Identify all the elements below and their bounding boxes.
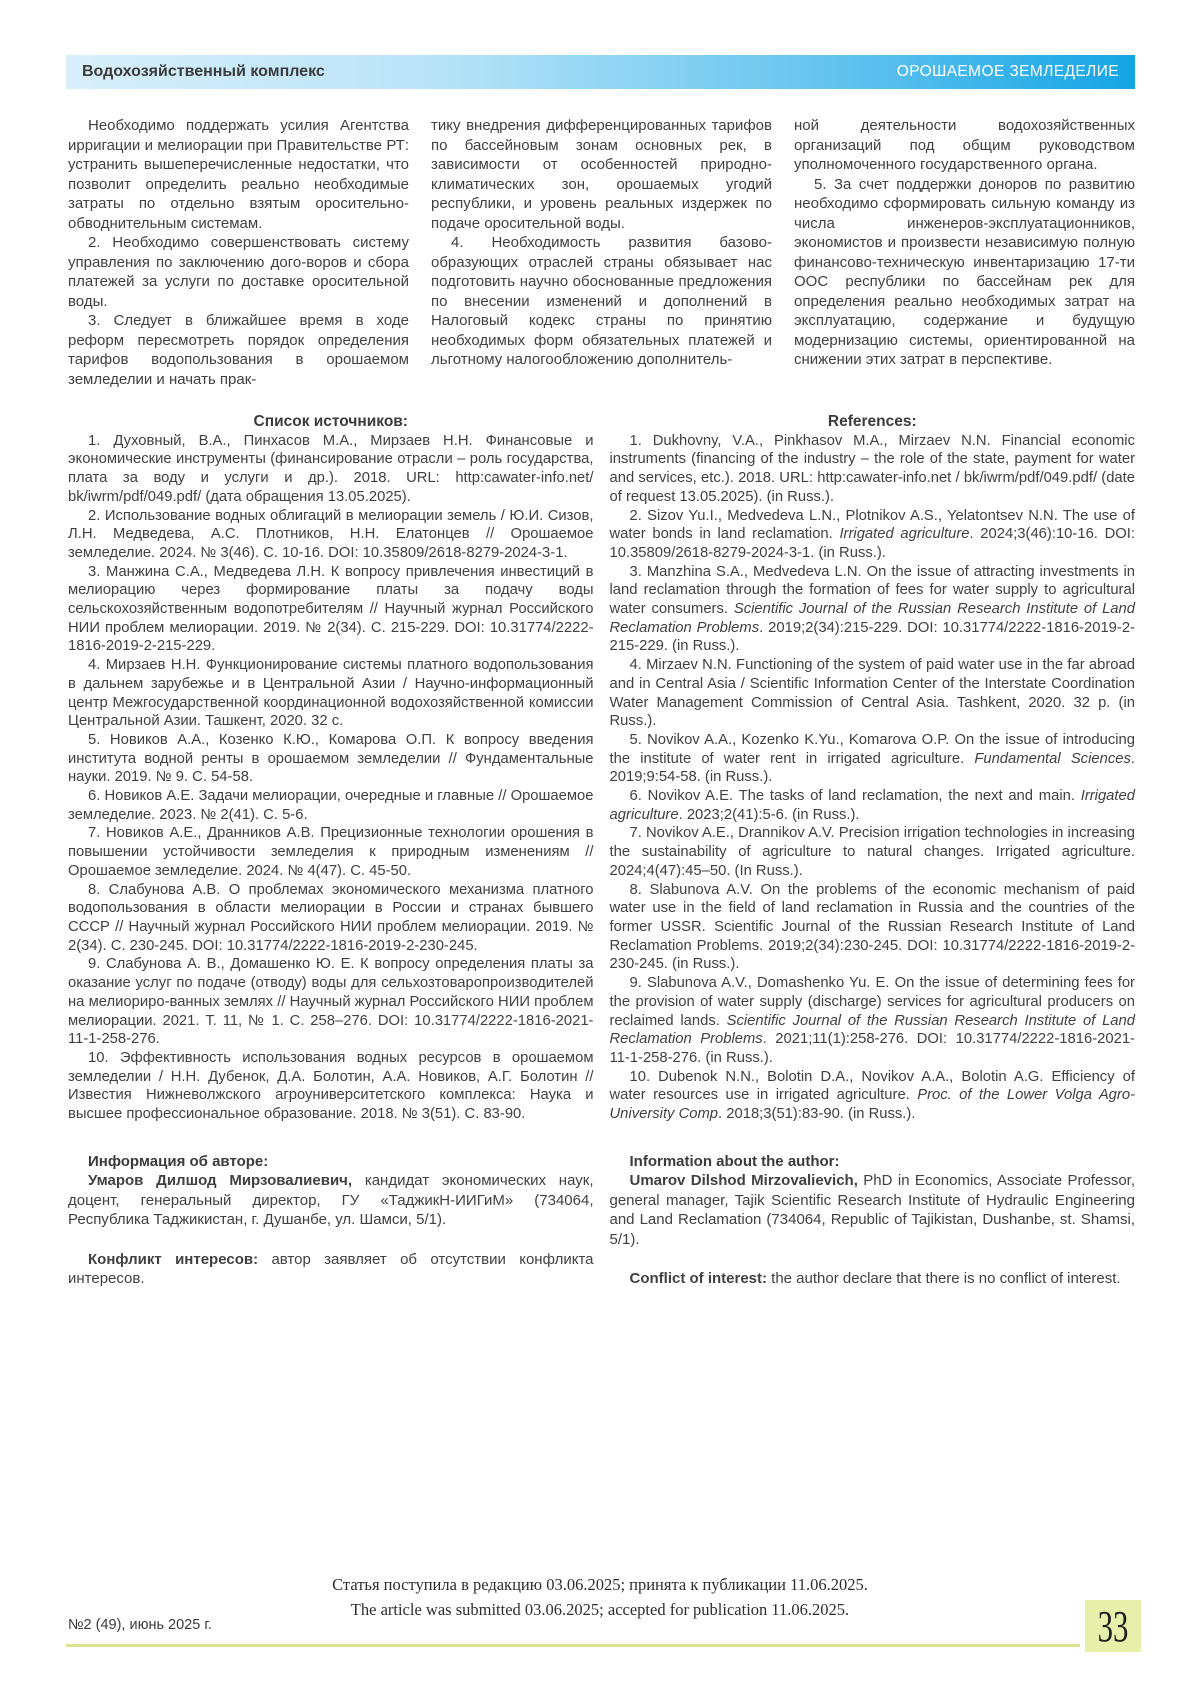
paragraph: 7. Новиков А.Е., Дранников А.В. Прецизионные технологии орошения в повышении устойчивости земледелия к природным изменениям // Орошаемое земледелие. 2024. № 4(47). С. 45-50.: [68, 825, 594, 879]
header-section-left: Водохозяйственный комплекс: [82, 63, 325, 80]
paragraph: 8. Слабунова А.В. О проблемах экономического механизма платного водопользования в области мелиорации в России и странах бывшего СССР // Научный журнал Российского НИИ проблем мелиорации. 2019. № 2(34). С. 230-245. DOI: 10.31774/2222-1816-2019-2-230-245.: [68, 881, 594, 954]
paragraph: 2. Sizov Yu.I., Medvedeva L.N., Plotnikov A.S., Yelatontsev N.N. The use of water bonds in land reclamation. Irrigated agriculture. 2024;3(46):10-16. DOI: 10.35809/2618-8279-2024-3-1. (in Russ.).: [609, 507, 1135, 561]
references-list: [610, 432, 1136, 1124]
header-section-right: ОРОШАЕМОЕ ЗЕМЛЕДЕЛИЕ: [896, 63, 1119, 80]
author-info-ru: [68, 1152, 594, 1289]
body-column-2: [431, 116, 772, 389]
spacer: [610, 1249, 1136, 1269]
body-column-1: [68, 116, 409, 389]
references-column-en: [610, 413, 1136, 1124]
author-info-title-en: Information about the author:: [629, 1152, 840, 1170]
reference-section: [68, 413, 1135, 1124]
body-column-3: [794, 116, 1135, 389]
issue-label: №2 (49), июнь 2025 г.: [68, 1617, 212, 1633]
references-title: References:: [827, 413, 917, 430]
paragraph: 4. Необходимость развития базово-образующих отраслей страны обязывает нас подготовить научно обоснованные предложения по внесении изменений и дополнений в Налоговый кодекс страны по принятию необходимых форм обязательных платежей и льготному налогообложению дополнитель-: [431, 234, 772, 368]
paragraph: Конфликт интересов: автор заявляет об отсутствии конфликта интересов.: [68, 1250, 594, 1288]
paragraph: Умаров Дилшод Мирзовалиевич, кандидат экономических наук, доцент, генеральный директор, ГУ «ТаджикН-ИИГиМ» (734064, Республика Таджикистан, г. Душанбе, ул. Шамси, 5/1).: [68, 1172, 594, 1229]
body-text: [68, 116, 1135, 389]
conflict-of-interest-en: [610, 1269, 1136, 1289]
paragraph: 8. Slabunova A.V. On the problems of the economic mechanism of paid water use in the field of land reclamation in Russia and the countries of the former USSR. Scientific Journal of the Russian Research Institute of Land Reclamation Problems. 2019;2(34):230-245. DOI: 10.31774/2222-1816-2019-2-230-245. (in Russ.).: [609, 881, 1135, 973]
paragraph: Conflict of interest: the author declare that there is no conflict of interest.: [629, 1270, 1121, 1288]
author-info-en: [610, 1152, 1136, 1289]
author-info-title-ru: Информация об авторе:: [88, 1152, 269, 1170]
paragraph: 9. Слабунова А. В., Домашенко Ю. Е. К вопросу определения платы за оказание услуг по подаче (отводу) воды для сельхозтоваропроизводителей на мелиориро-ванных землях // Научный журнал Российского НИИ проблем мелиорации. 2021. Т. 11, № 1. С. 258–276. DOI: 10.31774/2222-1816-2021-11-1-258-276.: [68, 956, 594, 1048]
author-section: [68, 1152, 1135, 1289]
page-header-band: [66, 55, 1135, 89]
paragraph: 2. Использование водных облигаций в мелиорации земель / Ю.И. Сизов, Л.Н. Медведева, А.С. Плотников, Н.Н. Елатонцев // Орошаемое земледелие. 2024. № 3(46). С. 10-16. DOI: 10.35809/2618-8279-2024-3-1.: [68, 507, 594, 561]
paragraph: ной деятельности водохозяйственных организаций под общим руководством уполномоченного государственного органа.: [794, 117, 1135, 173]
paragraph: 10. Dubenok N.N., Bolotin D.A., Novikov A.A., Bolotin A.G. Efficiency of water resources use in irrigated agriculture. Proc. of the Lower Volga Agro-University Comp. 2018;3(51):83-90. (in Russ.).: [609, 1068, 1135, 1123]
paragraph: 6. Новиков А.Е. Задачи мелиорации, очередные и главные // Орошаемое земледелие. 2023. № 2(41). С. 5-6.: [68, 788, 594, 823]
page-number-box: [1085, 1600, 1141, 1652]
author-paragraph-ru: [68, 1171, 594, 1230]
paragraph: 1. Духовный, В.А., Пинхасов М.А., Мирзаев Н.Н. Финансовые и экономические инструменты (финансирование отрасли – роль государства, плата за воду и услуги и др.). 2018. URL: http:cawater-info.net/ bk/iwrm/pdf/049.pdf/ (дата обращения 13.05.2025).: [68, 432, 594, 505]
paragraph: 5. Novikov A.A., Kozenko K.Yu., Komarova O.P. On the issue of introducing the institute of water rent in irrigated agriculture. Fundamental Sciences. 2019;9:54-58. (in Russ.).: [609, 731, 1135, 786]
paragraph: 2. Необходимо совершенствовать систему управления по заключению дого-воров и сбора платежей за услуги по доставке оросительной воды.: [68, 234, 409, 310]
sources-column-ru: [68, 413, 594, 1124]
paragraph: 1. Dukhovny, V.A., Pinkhasov M.A., Mirzaev N.N. Financial economic instruments (financing of the industry – the role of the state, payment for water and services, etc.). 2018. URL: http:cawater-info.net / bk/iwrm/pdf/049.pdf/ (date of request 13.05.2025). (in Russ.).: [609, 432, 1135, 505]
paragraph: 4. Mirzaev N.N. Functioning of the system of paid water use in the far abroad and in Central Asia / Scientific Information Center of the Interstate Coordination Water Management Commission of Central Asia. Tashkent, 2020. 32 p. (in Russ.).: [609, 657, 1135, 730]
paragraph: 3. Манжина С.А., Медведева Л.Н. К вопросу привлечения инвестиций в мелиорацию через формирование платы за подачу воды сельскохозяйственным водопотребителям // Научный журнал Российского НИИ проблем мелиорации. 2019. № 2(34). С. 215-229. DOI: 10.31774/2222-1816-2019-2-215-229.: [68, 563, 594, 655]
paragraph: 7. Novikov A.E., Drannikov A.V. Precision irrigation technologies in increasing the sustainability of agriculture to natural changes. Irrigated agriculture. 2024;4(47):45–50. (In Russ.).: [609, 825, 1135, 879]
paragraph: 9. Slabunova A.V., Domashenko Yu. E. On the issue of determining fees for the provision of water supply (discharge) services for agricultural producers on reclaimed lands. Scientific Journal of the Russian Research Institute of Land Reclamation Problems. 2021;11(1):258-276. DOI: 10.31774/2222-1816-2021-11-1-258-276. (in Russ.).: [609, 975, 1135, 1066]
submission-date-en: The article was submitted 03.06.2025; accepted for publication 11.06.2025.: [350, 1600, 850, 1619]
spacer: [68, 1230, 594, 1250]
page-number: 33: [1097, 1601, 1129, 1651]
paragraph: Необходимо поддержать усилия Агентства ирригации и мелиорации при Правительстве РТ: устранить вышеперечисленные недостатки, что позволит определить реально необходимые затраты по отдельно взятым оросительно-обводнительным системам.: [68, 117, 409, 232]
conflict-of-interest-ru: [68, 1250, 594, 1289]
sources-title: Список источников:: [253, 413, 408, 430]
paragraph: тику внедрения дифференцированных тарифов по бассейновым зонам основных рек, в зависимости от особенностей природно-климатических зон, орошаемых угодий республики, и уровень реальных издержек по подаче оросительной воды.: [431, 117, 772, 232]
paragraph: 6. Novikov A.E. The tasks of land reclamation, the next and main. Irrigated agriculture. 2023;2(41):5-6. (in Russ.).: [609, 788, 1135, 823]
paragraph: 3. Manzhina S.A., Medvedeva L.N. On the issue of attracting investments in land reclamation through the formation of fees for water supply to agricultural water consumers. Scientific Journal of the Russian Research Institute of Land Reclamation Problems. 2019;2(34):215-229. DOI: 10.31774/2222-1816-2019-2-215-229. (in Russ.).: [609, 563, 1135, 655]
paragraph: 10. Эффективность использования водных ресурсов в орошаемом земледелии / Н.Н. Дубенок, Д.А. Болотин, А.А. Новиков, А.Г. Болотин // Известия Нижневолжского агроуниверситетского комплекса: Наука и высшее профессиональное образование. 2018. № 3(51). С. 83-90.: [68, 1049, 594, 1123]
sources-list: [68, 432, 594, 1124]
paragraph: 3. Следует в ближайшее время в ходе реформ пересмотреть порядок определения тарифов водопользования в орошаемом земледелии и начать прак-: [68, 312, 409, 388]
paragraph: 5. Новиков А.А., Козенко К.Ю., Комарова О.П. К вопросу введения института водной ренты в орошаемом земледелии // Фундаментальные науки. 2019. № 9. С. 54-58.: [68, 731, 594, 786]
author-paragraph-en: [610, 1171, 1136, 1249]
submission-dates: [0, 1572, 1200, 1622]
paragraph: 5. За счет поддержки доноров по развитию необходимо сформировать сильную команду из числа инженеров-эксплуатационников, экономистов и произвести независимую полную финансово-техническую инвентаризацию 17-ти ООС республики по бассейнам рек для определения реально необходимых затрат на эксплуатацию, содержание и будущую модернизацию системы, ориентированной на снижении этих затрат в перспективе.: [794, 175, 1135, 368]
paragraph: Umarov Dilshod Mirzovalievich, PhD in Economics, Associate Professor, general manager, Tajik Scientific Research Institute of Hydraulic Engineering and Land Reclamation (734064, Republic of Tajikistan, Dushanbe, st. Shamsi, 5/1).: [609, 1172, 1135, 1248]
paragraph: 4. Мирзаев Н.Н. Функционирование системы платного водопользования в дальнем зарубежье и в Центральной Азии / Научно-информационный центр Межгосударственной координационной водохозяйственной комиссии Центральной Азии. Ташкент, 2020. 32 с.: [68, 657, 594, 730]
submission-date-ru: Статья поступила в редакцию 03.06.2025; принята к публикации 11.06.2025.: [332, 1575, 868, 1594]
footer-rule: [66, 1644, 1080, 1647]
page-content: [68, 116, 1135, 1289]
